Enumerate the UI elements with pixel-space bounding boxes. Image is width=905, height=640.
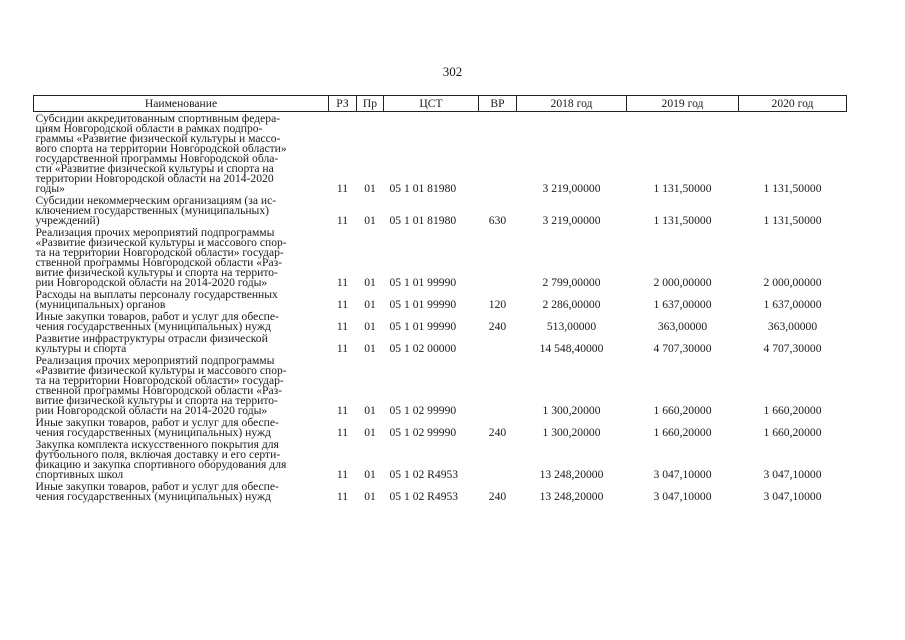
row-vr [479, 438, 517, 480]
row-pr: 01 [364, 426, 376, 439]
row-cst: 05 1 01 99990 [389, 276, 457, 289]
row-pr: 01 [364, 298, 376, 311]
header-rz: РЗ [329, 96, 357, 112]
row-2018: 1 300,20000 [542, 404, 601, 417]
row-name-line: рии Новгородской области на 2014-2020 годы» [35, 404, 268, 417]
row-pr: 01 [364, 182, 376, 195]
row-name-line: учреждений) [35, 214, 100, 227]
row-2020: 1 131,50000 [763, 182, 822, 195]
row-rz: 11 [336, 426, 349, 439]
header-cst: ЦСТ [384, 96, 479, 112]
table-row [34, 438, 847, 480]
row-2019: 3 047,10000 [653, 468, 712, 481]
row-vr [479, 332, 517, 354]
row-name-line: та на территории Новгородской области» государ- [35, 374, 284, 387]
row-2020: 1 660,20000 [763, 404, 822, 417]
row-pr: 01 [364, 404, 376, 417]
table-body [34, 112, 847, 503]
page-number: 302 [442, 64, 463, 79]
row-name-line: витие физической культуры и спорта на террито- [35, 266, 278, 279]
row-name-line: сти «Развитие физической культуры и спорта на [35, 162, 274, 175]
row-rz: 11 [336, 468, 349, 481]
header-2019: 2019 год [627, 96, 739, 112]
table-row [34, 332, 847, 354]
row-name [34, 354, 329, 416]
row-2020: 3 047,10000 [763, 490, 822, 503]
row-name [34, 226, 329, 288]
row-name-line: «Развитие физической культуры и массового спор- [35, 364, 287, 377]
row-name-line: Закупка комплекта искусственного покрытия для [35, 438, 279, 451]
row-name-line: территории Новгородской области на 2014-2020 [35, 172, 274, 185]
row-vr [479, 112, 517, 195]
row-2019: 1 131,50000 [653, 182, 712, 195]
header-name: Наименование [34, 96, 329, 112]
row-rz: 11 [336, 214, 349, 227]
row-vr [479, 226, 517, 288]
row-name-line: Реализация прочих мероприятий подпрограммы [35, 354, 275, 367]
row-cst: 05 1 01 99990 [389, 320, 457, 333]
row-pr: 01 [364, 276, 376, 289]
row-2019: 1 660,20000 [653, 426, 712, 439]
row-rz: 11 [336, 276, 349, 289]
row-cst: 05 1 02 99990 [389, 426, 457, 439]
row-name-line: ственной программы Новгородской области «Раз- [35, 256, 283, 269]
table-row [34, 480, 847, 502]
row-cst: 05 1 02 R4953 [389, 490, 459, 503]
row-name-line: Развитие инфраструктуры отрасли физической [35, 332, 268, 345]
table-row [34, 288, 847, 310]
row-name [34, 194, 329, 226]
row-pr: 01 [364, 214, 376, 227]
row-2018: 2 799,00000 [542, 276, 601, 289]
table-row [34, 354, 847, 416]
row-pr: 01 [364, 490, 376, 503]
row-name [34, 112, 329, 195]
row-2019: 4 707,30000 [653, 342, 712, 355]
table-header-row [34, 96, 847, 112]
table-row [34, 310, 847, 332]
header-2018: 2018 год [517, 96, 627, 112]
row-name-line: «Развитие физической культуры и массового спор- [35, 236, 287, 249]
row-2019: 363,00000 [657, 320, 708, 333]
row-name-line: рии Новгородской области на 2014-2020 годы» [35, 276, 268, 289]
table-row [34, 112, 847, 195]
row-cst: 05 1 02 R4953 [389, 468, 459, 481]
row-name-line: циям Новгородской области в рамках подпро- [35, 122, 263, 135]
row-cst: 05 1 01 99990 [389, 298, 457, 311]
row-name [34, 310, 329, 332]
table-row [34, 226, 847, 288]
row-2019: 3 047,10000 [653, 490, 712, 503]
row-2019: 1 131,50000 [653, 214, 712, 227]
row-rz: 11 [336, 320, 349, 333]
row-name [34, 416, 329, 438]
row-vr: 240 [488, 490, 507, 503]
row-name-line: Субсидии некоммерческим организациям (за ис- [35, 194, 277, 207]
row-cst: 05 1 02 00000 [389, 342, 457, 355]
row-name-line: Реализация прочих мероприятий подпрограммы [35, 226, 275, 239]
row-2020: 4 707,30000 [763, 342, 822, 355]
row-2018: 13 248,20000 [539, 490, 604, 503]
row-2018: 2 286,00000 [542, 298, 601, 311]
header-vr: ВР [479, 96, 517, 112]
row-rz: 11 [336, 404, 349, 417]
row-2018: 3 219,00000 [542, 182, 601, 195]
row-2020: 3 047,10000 [763, 468, 822, 481]
row-vr: 240 [488, 320, 507, 333]
row-name-line: культуры и спорта [35, 342, 127, 355]
row-2018: 13 248,20000 [539, 468, 604, 481]
row-2020: 363,00000 [767, 320, 818, 333]
row-name-line: Иные закупки товаров, работ и услуг для обеспе- [35, 310, 279, 323]
row-2018: 3 219,00000 [542, 214, 601, 227]
row-pr: 01 [364, 342, 376, 355]
row-name-line: спортивных школ [35, 468, 124, 481]
row-name-line: фикацию и закупка спортивного оборудования для [35, 458, 287, 471]
header-2020: 2020 год [739, 96, 847, 112]
row-name-line: вого спорта на территории Новгородской области» [35, 142, 287, 155]
row-name-line: витие физической культуры и спорта на террито- [35, 394, 278, 407]
row-name [34, 332, 329, 354]
table-row [34, 194, 847, 226]
row-name [34, 438, 329, 480]
row-rz: 11 [336, 182, 349, 195]
row-name [34, 480, 329, 502]
row-name-line: годы» [35, 182, 65, 195]
row-rz: 11 [336, 490, 349, 503]
row-2019: 1 660,20000 [653, 404, 712, 417]
budget-table [33, 95, 847, 502]
row-name-line: чения государственных (муниципальных) нужд [35, 490, 271, 503]
row-2020: 1 131,50000 [763, 214, 822, 227]
row-pr: 01 [364, 468, 376, 481]
row-rz: 11 [336, 342, 349, 355]
row-2018: 513,00000 [546, 320, 597, 333]
row-name-line: та на территории Новгородской области» государ- [35, 246, 284, 259]
row-vr [479, 354, 517, 416]
row-2019: 1 637,00000 [653, 298, 712, 311]
row-2020: 1 660,20000 [763, 426, 822, 439]
row-name-line: государственной программы Новгородской обла- [35, 152, 279, 165]
row-name-line: чения государственных (муниципальных) нужд [35, 426, 271, 439]
row-name-line: ственной программы Новгородской области «Раз- [35, 384, 283, 397]
row-2019: 2 000,00000 [653, 276, 712, 289]
row-vr: 120 [488, 298, 507, 311]
row-name-line: Иные закупки товаров, работ и услуг для обеспе- [35, 480, 279, 493]
row-name-line: Расходы на выплаты персоналу государственных [35, 288, 278, 301]
row-vr: 630 [488, 214, 507, 227]
row-vr: 240 [488, 426, 507, 439]
row-2020: 2 000,00000 [763, 276, 822, 289]
row-cst: 05 1 01 81980 [389, 182, 457, 195]
row-name [34, 288, 329, 310]
row-2020: 1 637,00000 [763, 298, 822, 311]
row-name-line: футбольного поля, включая доставку и его серти- [35, 448, 281, 461]
row-name-line: ключением государственных (муниципальных) [35, 204, 270, 217]
row-name-line: чения государственных (муниципальных) нужд [35, 320, 271, 333]
row-pr: 01 [364, 320, 376, 333]
header-pr: Пр [357, 96, 384, 112]
row-2018: 14 548,40000 [539, 342, 604, 355]
row-rz: 11 [336, 298, 349, 311]
row-name-line: граммы «Развитие физической культуры и массо- [35, 132, 281, 145]
row-name-line: (муниципальных) органов [35, 298, 166, 311]
table-row [34, 416, 847, 438]
row-2018: 1 300,20000 [542, 426, 601, 439]
row-cst: 05 1 02 99990 [389, 404, 457, 417]
row-cst: 05 1 01 81980 [389, 214, 457, 227]
row-name-line: Иные закупки товаров, работ и услуг для обеспе- [35, 416, 279, 429]
row-name-line: Субсидии аккредитованным спортивным федера- [35, 112, 281, 125]
